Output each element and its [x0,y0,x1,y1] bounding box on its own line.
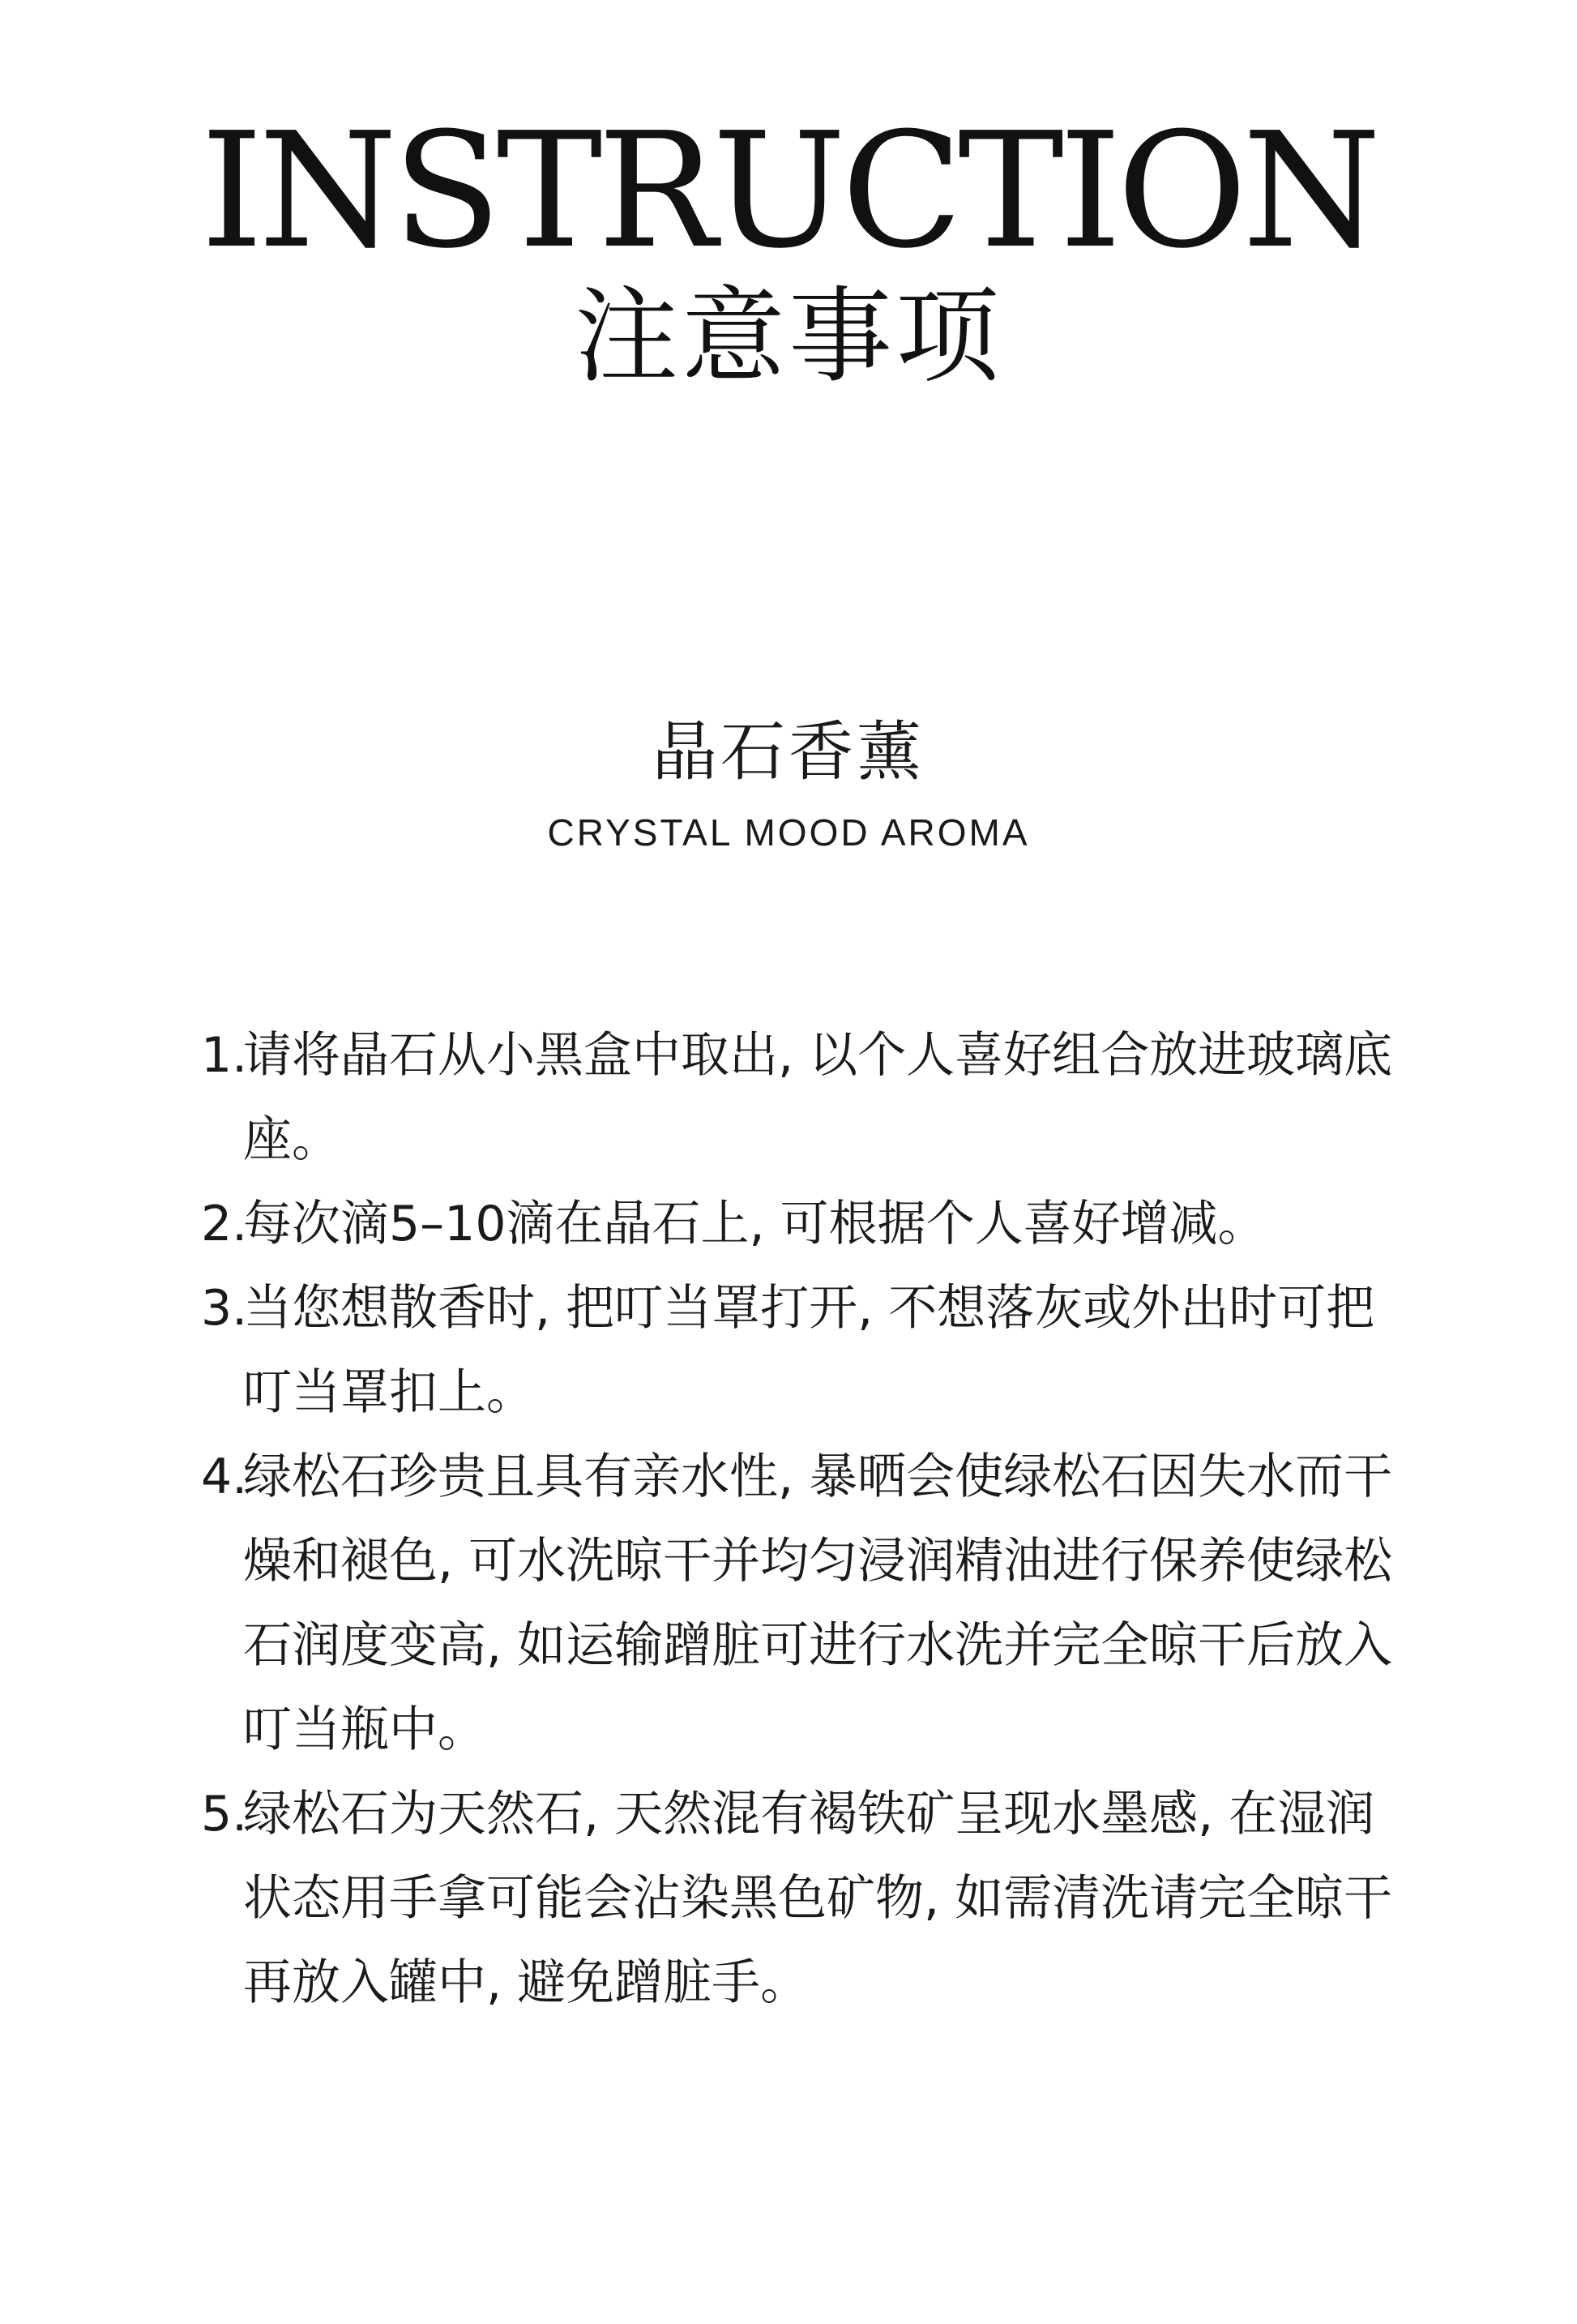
instruction-text: 当您想散香时, 把叮当罩打开, 不想落灰或外出时可把叮当罩扣上。 [243,1280,1375,1421]
page-title-zh: 注意事项 [574,276,1002,397]
instruction-list [201,1013,1400,2025]
product-name-zh: 晶石香薰 [652,714,925,790]
instruction-text: 绿松石珍贵且具有亲水性, 暴晒会使绿松石因失水而干燥和褪色, 可水洗晾干并均匀浸润精油进行保养使绿松石润度变高, 如运输蹭脏可进行水洗并完全晾干后放入叮当瓶中。 [243,1449,1393,1758]
instruction-text: 每次滴5–10滴在晶石上, 可根据个人喜好增减。 [243,1196,1267,1252]
instruction-number: 2. [201,1196,248,1252]
instruction-text: 请将晶石从小黑盒中取出, 以个人喜好组合放进玻璃底座。 [243,1027,1393,1168]
instruction-item [201,1266,1400,1435]
instruction-text: 绿松石为天然石, 天然混有褐铁矿呈现水墨感, 在湿润状态用手拿可能会沾染黑色矿物, 如需清洗请完全晾干再放入罐中, 避免蹭脏手。 [243,1786,1393,2011]
instruction-item [201,1013,1400,1182]
instruction-number: 4. [201,1449,248,1505]
instruction-number: 1. [201,1027,248,1084]
instruction-item [201,1435,1400,1772]
product-name-en: CRYSTAL MOOD AROMA [547,811,1030,854]
instruction-number: 5. [201,1786,248,1843]
instruction-item [201,1182,1400,1266]
instruction-number: 3. [201,1280,248,1337]
page-title-en: INSTRUCTION [200,99,1377,284]
instruction-item [201,1772,1400,2025]
